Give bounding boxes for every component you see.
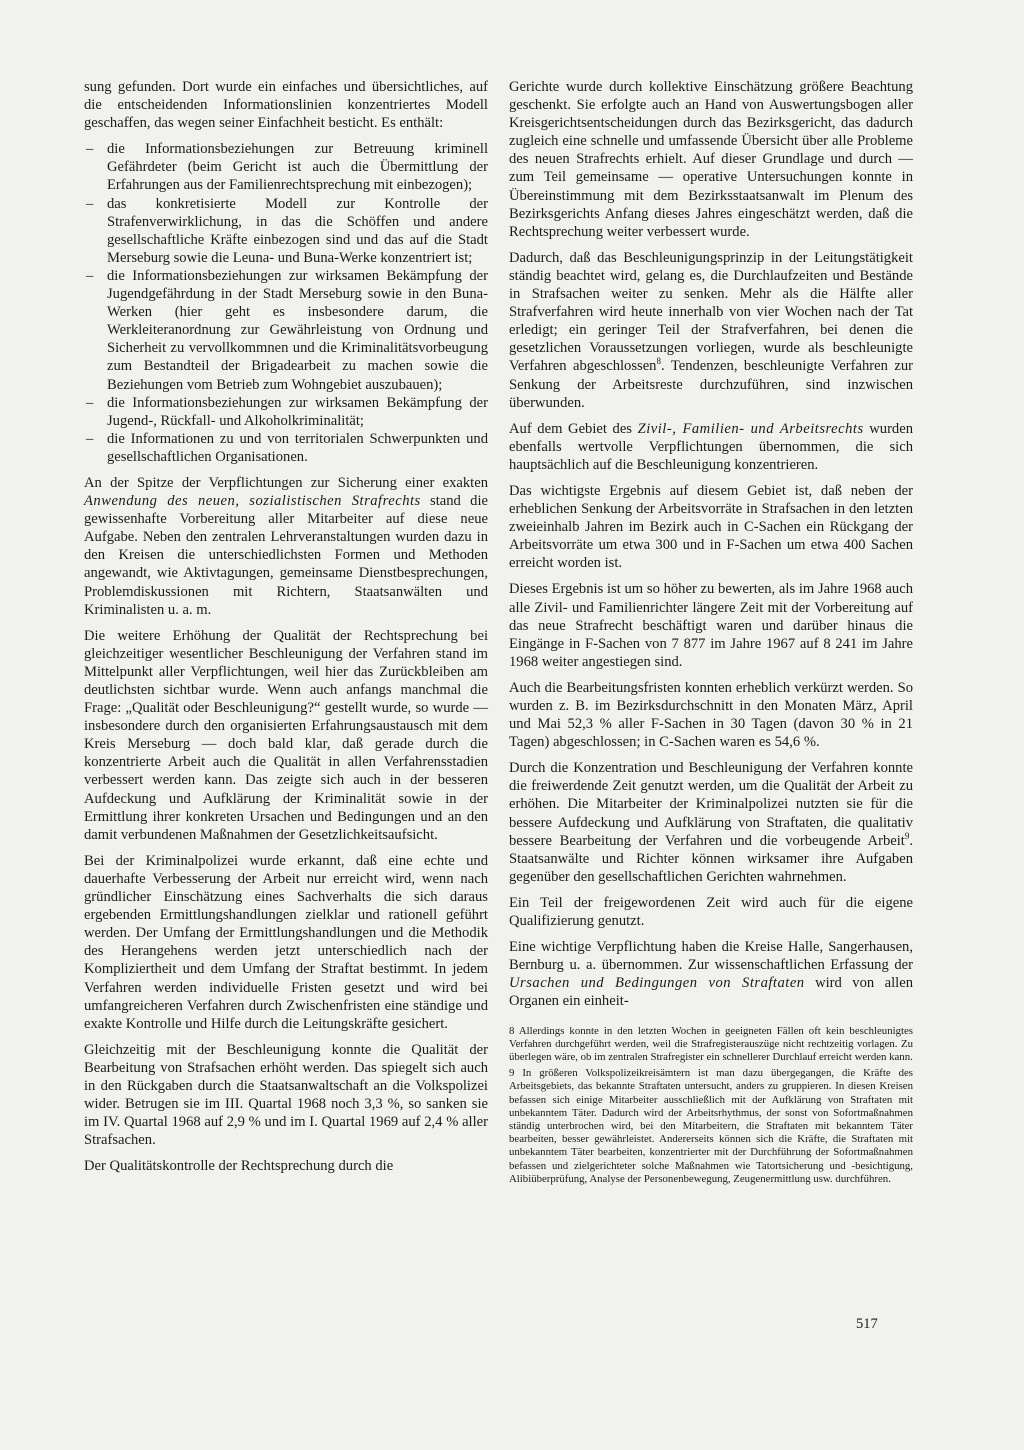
emphasis-text: Ursachen und Bedingungen von Straftaten <box>509 975 805 992</box>
paragraph-ursachen <box>509 938 913 1010</box>
list-item: – die Informationen zu und von territorialen Schwerpunkten und gesellschaftlichen Organisationen. <box>84 430 488 466</box>
footnote-ref: 8 <box>656 356 661 367</box>
text-run: Auf dem Gebiet des <box>509 420 638 437</box>
information-list <box>84 140 488 466</box>
paragraph-zivilrecht <box>509 420 913 474</box>
page-number: 517 <box>856 1316 878 1332</box>
list-item: – die Informationsbeziehungen zur Betreuung kriminell Gefährdeter (beim Gericht ist auch die Übermittlung der Erfahrungen aus der Familienrechtsprechung mit einbezogen); <box>84 140 488 194</box>
paragraph-konzentration <box>509 759 913 886</box>
footnote-ref: 9 <box>904 830 910 841</box>
paragraph-ergebnis: Das wichtigste Ergebnis auf diesem Gebiet ist, daß neben der erheblichen Senkung der Arbeitsvorräte in Strafsachen in den letzten zweieinhalb Jahren im Bezirk auch in C-Sachen ein Rückgang der Arbeitsvorräte um etwa 300 und in F-Sachen um etwa 400 Sachen erreicht worden ist. <box>509 482 913 572</box>
text-run: wird von allen Organen ein einheit- <box>509 975 913 1010</box>
paragraph-beschleunigung <box>509 249 913 412</box>
footnote-8: 8 Allerdings konnte in den letzten Wochen in geeigneten Fällen oft kein beschleunigtes Verfahren durchgeführt werden, weil die Strafregisterauszüge nicht rechtzeitig vorlagen. Zu überlegen wäre, ob im zentralen Strafregister ein schnellerer Durchlauf erreicht werden kann. <box>509 1024 913 1063</box>
text-run: . Staatsanwälte und Richter können wirksamer ihre Aufgaben gegenüber den gesellschaftlichen Gerichten wahrnehmen. <box>509 832 913 885</box>
text-run: wurden ebenfalls wertvolle Verpflichtungen übernommen, die sich hauptsächlich auf die Beschleunigung konzentrieren. <box>509 420 913 473</box>
list-item: – die Informationsbeziehungen zur wirksamen Bekämpfung der Jugend-, Rückfall- und Alkoholkriminalität; <box>84 394 488 430</box>
text-run: stand die gewissenhafte Vorbereitung aller Mitarbeiter auf diese neue Aufgabe. Neben den zentralen Lehrveranstaltungen wurden dazu in den Kreisen die unterschiedlichsten Formen und Methoden angewandt, wie Aktivtagungen, gemeinsame Dienstbesprechungen, Problemdiskussionen mit Richtern, Staatsanwälten und Kriminalisten u. a. m. <box>84 493 488 618</box>
paragraph-qualifizierung: Ein Teil der freigewordenen Zeit wird auch für die eigene Qualifizierung genutzt. <box>509 894 913 930</box>
footnote-9: 9 In größeren Volkspolizeikreisämtern ist man dazu übergegangen, die Kräfte des Arbeitsgebiets, das bekannte Straftaten untersucht, anders zu gruppieren. In diesen Kreisen befassen sich einige Mitarbeiter ausschließlich mit der Aufklärung von Straftaten mit unbekanntem Täter. Dadurch wird der Arbeitsrhythmus, der sonst von Sofortmaßnahmen ständig unterbrochen wird, bei den Mitarbeitern, die Straftaten mit bekanntem Täter bearbeiten, besser gewährleistet. Andererseits können sich die Kräfte, die Straftaten mit unbekanntem Täter bearbeiten, konzentrierter mit der Durchführung der Sofortmaßnahmen befassen und zielgerichteter solche Maßnahmen wie Tatortsicherung und -besichtigung, Alibiüberprüfung, Analyse der Personenbewegung, Zeugenermittlung usw. durchführen. <box>509 1067 913 1185</box>
paragraph-intro: sung gefunden. Dort wurde ein einfaches und übersichtliches, auf die entscheidenden Informationslinien konzentriertes Modell geschaffen, das wegen seiner Einfachheit besticht. Es enthält: <box>84 79 488 132</box>
paragraph-rueckgaben: Gleichzeitig mit der Beschleunigung konnte die Qualität der Bearbeitung von Strafsachen erhöht werden. Das spiegelt sich auch in den Rückgaben durch die Staatsanwaltschaft an die Volkspolizei wider. Betrugen sie im III. Quartal 1968 noch 3,3 %, so sanken sie im IV. Quartal 1968 auf 2,9 % und im I. Quartal 1969 auf 2,4 % aller Strafsachen. <box>84 1041 488 1149</box>
paragraph-continues: Der Qualitätskontrolle der Rechtsprechung durch die <box>84 1158 394 1175</box>
footnotes <box>509 1025 913 1186</box>
paragraph-quality: Die weitere Erhöhung der Qualität der Rechtsprechung bei gleichzeitiger wesentlicher Beschleunigung der Verfahren stand im Mittelpunkt aller Verpflichtungen, weil hier das Zurückbleiben am deutlichsten sichtbar wurde. Wenn auch anfangs manchmal die Frage: „Qualität oder Beschleunigung?“ gestellt wurde, so wurde — insbesondere durch den organisierten Erfahrungsaustausch mit dem Kreis Merseburg — doch bald klar, daß gerade durch die konzentrierte Arbeit auch die Qualität in allen Verfahrensstadien verbessert werden kann. Das zeigte sich auch in der besseren Aufdeckung und Aufklärung der Kriminalität sowie in der Ermittlung ihrer konkreten Ursachen und Bedingungen und an den damit verbundenen Maßnahmen der Gesetzlichkeitsaufsicht. <box>84 627 488 843</box>
emphasis-text: Zivil-, Familien- und Arbeitsrechts <box>637 420 864 437</box>
list-item: – die Informationsbeziehungen zur wirksamen Bekämpfung der Jugendgefährdung in der Stadt Merseburg sowie in den Buna-Werken (hier geht es insbesondere darum, die Werkleiteranordnung zur Gewährleistung von Ordnung und Sicherheit zu vervollkommnen und die Kriminalitätsvorbeugung zum Bestandteil der Brigadearbeit zu machen sowie die Beziehungen vom Betrieb zum Wohngebiet auszubauen); <box>84 267 488 394</box>
text-run: Eine wichtige Verpflichtung haben die Kreise Halle, Sangerhausen, Bernburg u. a. übernommen. Zur wissenschaftlichen Erfassung der <box>509 939 913 974</box>
paragraph-gerichte: Gerichte wurde durch kollektive Einschätzung größere Beachtung geschenkt. Sie erfolgte auch an Hand von Auswertungsbogen aller Kreisgerichtsentscheidungen durch das Bezirksgericht, das dadurch zugleich eine schnelle und umfassende Übersicht über alle Probleme des neuen Strafrechts erhielt. Auf dieser Grundlage und durch — zum Teil gemeinsame — operative Untersuchungen konnte in Übereinstimmung mit dem Bezirksstaatsanwalt im Plenum des Bezirksgerichts Anfang dieses Jahres eingeschätzt werden, daß die Rechtsprechung weiter verbessert wurde. <box>509 79 913 240</box>
paragraph-kriminalpolizei: Bei der Kriminalpolizei wurde erkannt, daß eine echte und dauerhafte Verbesserung der Arbeit nur erreicht wird, wenn nach gründlicher Einschätzung eines Sachverhalts die sich daraus ergebenden Ermittlungshandlungen zielklar und rationell geführt werden. Der Umfang der Ermittlungshandlungen und die Methodik des Herangehens werden jetzt unterschiedlich nach der Kompliziertheit und dem Umfang der Straftat bestimmt. In jedem Verfahren werden individuelle Fristen gesetzt und wird bei umfangreicheren Verfahren durch Zwischenfristen eine ständige und exakte Kontrolle und Hilfe durch die Leitungskräfte gesichert. <box>84 852 488 1032</box>
paragraph-fristen: Auch die Bearbeitungsfristen konnten erheblich verkürzt werden. So wurden z. B. im Bezirksdurchschnitt in den Monaten März, April und Mai 52,3 % aller F-Sachen in 30 Tagen (davon 30 % in 21 Tagen) abgeschlossen; in C-Sachen waren es 54,6 %. <box>509 679 913 751</box>
text-run: Dadurch, daß das Beschleunigungsprinzip in der Leitungstätigkeit ständig beachtet wird, gelang es, die Durchlaufzeiten und Bestände in Strafsachen weiter zu senken. Mehr als die Hälfte aller Strafverfahren wird heute innerhalb von vier Wochen nach der Tat erledigt; ein geringer Teil der Strafverfahren, bei denen die gesetzlichen Voraussetzungen vorliegen, wurde als beschleunigte Verfahren abgeschlossen <box>509 249 913 375</box>
paragraph-strafrecht <box>84 474 488 619</box>
emphasis-text: Anwendung des neuen, sozialistischen Strafrechts <box>84 493 421 510</box>
list-item: – das konkretisierte Modell zur Kontrolle der Strafenverwirklichung, in das die Schöffen und andere gesellschaftliche Kräfte einbezogen sind und das auf die Stadt Merseburg sowie die Leuna- und Buna-Werke konzentriert ist; <box>84 195 488 267</box>
paragraph-bewertung: Dieses Ergebnis ist um so höher zu bewerten, als im Jahre 1968 auch alle Zivil- und Familienrichter längere Zeit mit der Vorbereitung auf das neue Strafrecht beschäftigt waren und darüber hinaus die Eingänge in F-Sachen von 7 877 im Jahre 1967 auf 8 241 im Jahre 1968 weiter angestiegen sind. <box>509 581 913 670</box>
right-column <box>509 78 913 1189</box>
text-run: Durch die Konzentration und Beschleunigung der Verfahren konnte die freiwerdende Zeit genutzt werden, um die Qualität der Arbeit zu erhöhen. Die Mitarbeiter der Kriminalpolizei nutzten sie für die bessere Aufdeckung und Aufklärung von Straftaten, die qualitativ bessere Bearbeitung der Verfahren und die vorbeugende Arbeit <box>509 760 913 849</box>
left-column <box>84 78 488 1175</box>
text-run: . Tendenzen, beschleunigte Verfahren zur Senkung der Arbeitsreste durchzuführen, sind inzwischen überwunden. <box>509 358 913 411</box>
text-run: An der Spitze der Verpflichtungen zur Sicherung einer exakten <box>84 474 488 491</box>
